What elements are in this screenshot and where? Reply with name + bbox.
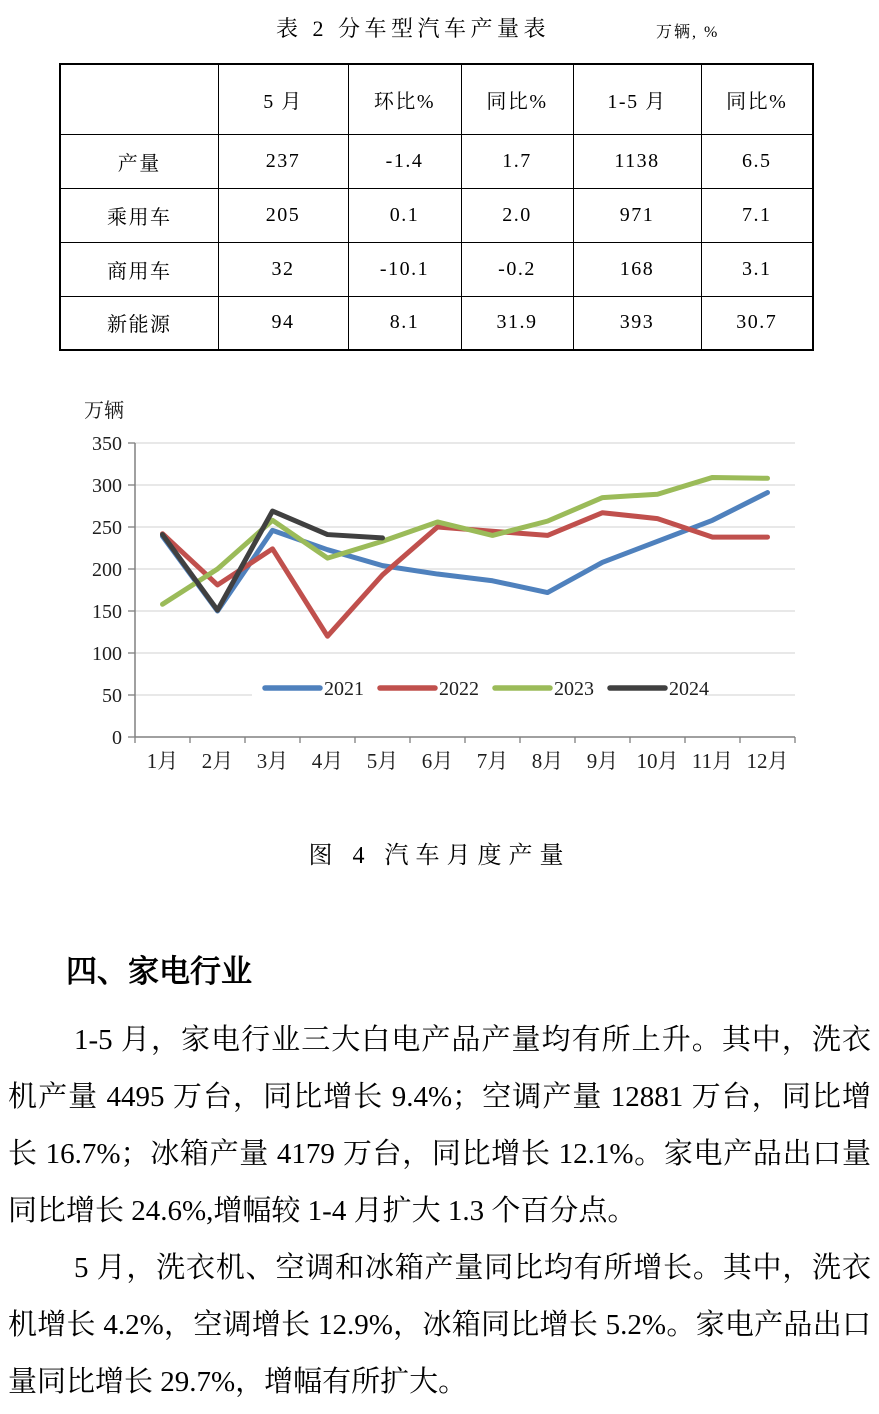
table-cell: 6.5 xyxy=(701,134,813,188)
header-cell-jan-may: 1-5 月 xyxy=(573,64,701,134)
x-tick-label: 6月 xyxy=(421,749,454,773)
table-cell: 0.1 xyxy=(348,188,461,242)
row-label: 商用车 xyxy=(60,242,218,296)
paragraph-may: 5 月，洗衣机、空调和冰箱产量同比均有所增长。其中，洗衣机增长 4.2%，空调增长 12.9%，冰箱同比增长 5.2%。家电产品出口量同比增长 29.7%，增幅有所扩大。 xyxy=(8,1252,871,1398)
table-cell: -10.1 xyxy=(348,242,461,296)
table-row-commercial xyxy=(60,242,813,296)
y-tick-label: 150 xyxy=(92,601,122,623)
table-row-passenger xyxy=(60,188,813,242)
table-cell: 205 xyxy=(218,188,348,242)
table-cell: 94 xyxy=(218,296,348,350)
chart-caption: 图 4 汽车月度产量 xyxy=(308,843,571,869)
x-tick-label: 2月 xyxy=(201,749,234,773)
legend-label-2021: 2021 xyxy=(324,678,364,700)
table-row-nev xyxy=(60,296,813,350)
table-cell: 8.1 xyxy=(348,296,461,350)
legend-label-2022: 2022 xyxy=(439,678,479,700)
table-header-row xyxy=(60,64,813,134)
x-tick-label: 1月 xyxy=(146,749,179,773)
table-cell: -0.2 xyxy=(461,242,573,296)
x-tick-label: 8月 xyxy=(531,749,564,773)
y-tick-label: 100 xyxy=(92,643,122,665)
x-tick-label: 11月 xyxy=(691,749,734,773)
y-axis-unit-label: 万辆 xyxy=(84,400,124,422)
x-tick-label: 3月 xyxy=(256,749,289,773)
x-tick-label: 10月 xyxy=(636,749,679,773)
paragraph-jan-may: 1-5 月，家电行业三大白电产品产量均有所上升。其中，洗衣机产量 4495 万台，同比增长 9.4%；空调产量 12881 万台，同比增长 16.7%；冰箱产量 4179 万台，同比增长 12.1%。家电产品出口量同比增长 24.6%,增幅较 1-4 月扩大 1.3 个百分点。 xyxy=(8,1024,871,1227)
table-title-row xyxy=(0,0,879,63)
production-table xyxy=(59,63,814,351)
header-cell-empty xyxy=(60,64,218,134)
x-tick-label: 9月 xyxy=(586,749,619,773)
table-cell: 393 xyxy=(573,296,701,350)
header-cell-yoy: 同比% xyxy=(461,64,573,134)
table-cell: 7.1 xyxy=(701,188,813,242)
table-cell: 1138 xyxy=(573,134,701,188)
y-tick-label: 200 xyxy=(92,559,122,581)
table-cell: 237 xyxy=(218,134,348,188)
header-cell-may: 5 月 xyxy=(218,64,348,134)
row-label: 新能源 xyxy=(60,296,218,350)
table-cell: -1.4 xyxy=(348,134,461,188)
monthly-production-chart xyxy=(0,387,879,787)
y-tick-label: 250 xyxy=(92,517,122,539)
series-line-2024 xyxy=(163,511,383,610)
table-cell: 31.9 xyxy=(461,296,573,350)
table-cell: 32 xyxy=(218,242,348,296)
row-label: 产量 xyxy=(60,134,218,188)
table-cell: 30.7 xyxy=(701,296,813,350)
table-cell: 971 xyxy=(573,188,701,242)
x-tick-label: 12月 xyxy=(746,749,789,773)
x-tick-label: 5月 xyxy=(366,749,399,773)
table-title: 表 2 分车型汽车产量表 xyxy=(276,16,551,41)
table-cell: 3.1 xyxy=(701,242,813,296)
x-tick-label: 7月 xyxy=(476,749,509,773)
header-cell-yoy2: 同比% xyxy=(701,64,813,134)
line-chart-svg xyxy=(0,387,879,787)
series-line-2021 xyxy=(163,493,768,611)
x-tick-label: 4月 xyxy=(311,749,344,773)
table-unit-label: 万辆, % xyxy=(656,24,720,41)
header-cell-mom: 环比% xyxy=(348,64,461,134)
section-heading: 四、家电行业 xyxy=(66,954,252,989)
table-cell: 168 xyxy=(573,242,701,296)
legend-label-2024: 2024 xyxy=(669,678,709,700)
y-tick-label: 350 xyxy=(92,433,122,455)
y-tick-label: 0 xyxy=(112,727,122,749)
table-cell: 1.7 xyxy=(461,134,573,188)
row-label: 乘用车 xyxy=(60,188,218,242)
y-tick-label: 50 xyxy=(102,685,122,707)
legend-label-2023: 2023 xyxy=(554,678,594,700)
table-row-output xyxy=(60,134,813,188)
y-tick-label: 300 xyxy=(92,475,122,497)
table-cell: 2.0 xyxy=(461,188,573,242)
